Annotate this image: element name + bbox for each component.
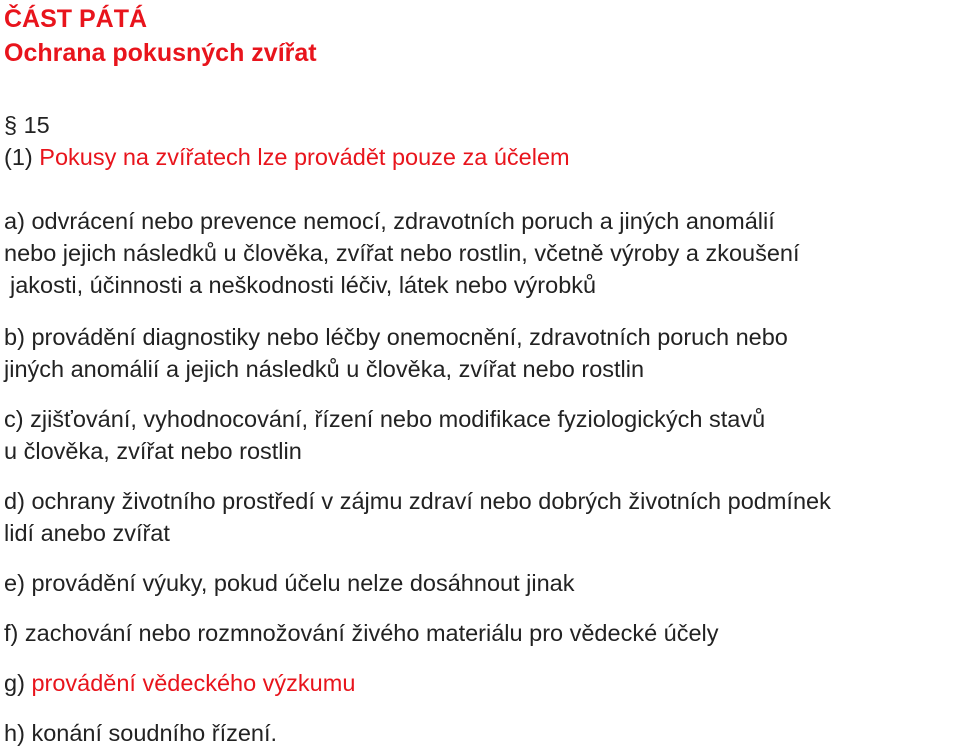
list-item-a-line-2: nebo jejich následků u člověka, zvířat nebo rostlin, včetně výroby a zkoušení xyxy=(4,240,800,266)
item-text: konání soudního řízení. xyxy=(31,720,278,746)
item-text: zachování nebo rozmnožování živého materiálu pro vědecké účely xyxy=(24,620,719,646)
list-item-b-line-2: jiných anomálií a jejich následků u člověka, zvířat nebo rostlin xyxy=(4,356,645,382)
item-text: provádění diagnostiky nebo léčby onemocnění, zdravotních poruch nebo xyxy=(31,324,788,350)
list-item-c-line-1 xyxy=(4,404,765,434)
list-item-a-line-3: jakosti, účinnosti a neškodnosti léčiv, látek nebo výrobků xyxy=(10,272,597,298)
list-item-d-line-2: lidí anebo zvířat xyxy=(4,520,170,546)
item-label-h: h) xyxy=(4,720,25,746)
paragraph-1 xyxy=(4,142,570,172)
part-title: ČÁST PÁTÁ xyxy=(4,5,148,33)
list-item-g xyxy=(4,668,355,698)
list-item-a-line-1 xyxy=(4,206,775,236)
item-label-g: g) xyxy=(4,670,25,696)
item-label-d: d) xyxy=(4,488,25,514)
item-label-f: f) xyxy=(4,620,19,646)
list-item-c-line-2: u člověka, zvířat nebo rostlin xyxy=(4,438,302,464)
list-item-b-line-1 xyxy=(4,322,788,352)
item-text: odvrácení nebo prevence nemocí, zdravotních poruch a jiných anomálií xyxy=(31,208,775,234)
item-label-c: c) xyxy=(4,406,24,432)
item-text: provádění výuky, pokud účelu nelze dosáhnout jinak xyxy=(31,570,575,596)
list-item-e xyxy=(4,568,574,598)
part-subtitle: Ochrana pokusných zvířat xyxy=(4,39,317,67)
item-text: provádění vědeckého výzkumu xyxy=(31,670,356,696)
list-item-f xyxy=(4,618,719,648)
paragraph-label: (1) xyxy=(4,144,33,170)
item-text: zjišťování, vyhodnocování, řízení nebo modifikace fyziologických stavů xyxy=(30,406,766,432)
list-item-h xyxy=(4,718,277,748)
item-label-a: a) xyxy=(4,208,25,234)
item-label-e: e) xyxy=(4,570,25,596)
paragraph-text: Pokusy na zvířatech lze provádět pouze za účelem xyxy=(39,144,570,170)
item-text: ochrany životního prostředí v zájmu zdraví nebo dobrých životních podmínek xyxy=(31,488,831,514)
item-label-b: b) xyxy=(4,324,25,350)
section-number: § 15 xyxy=(4,112,50,138)
list-item-d-line-1 xyxy=(4,486,831,516)
